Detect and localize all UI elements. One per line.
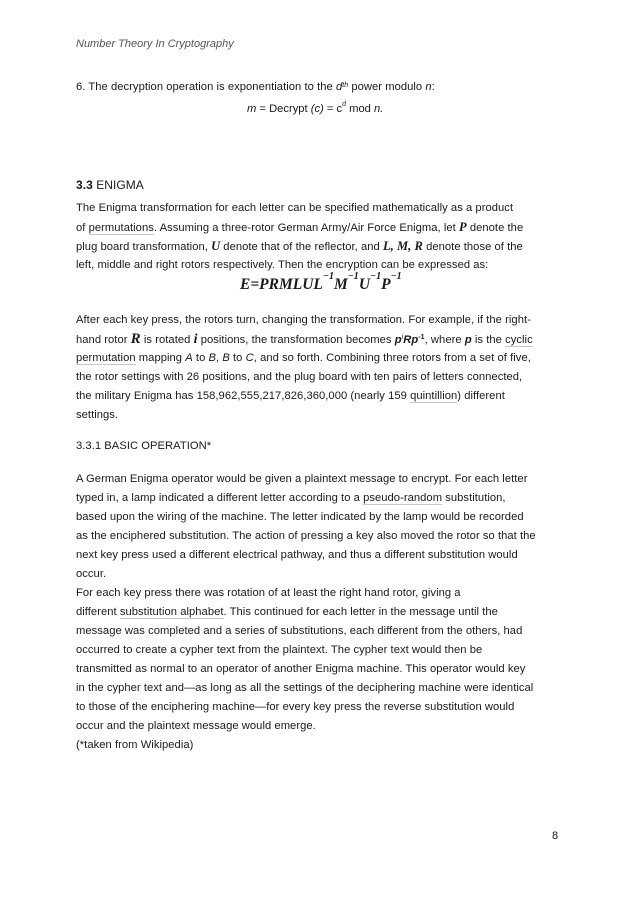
p3-line-1: A German Enigma operator would be given a plaintext message to encrypt. For each letter xyxy=(76,473,528,485)
p3-line-5: next key press used a different electrical pathway, and thus a different substitution would xyxy=(76,549,518,561)
p1-line-3: plug board transformation, U denote that of the reflector, and L, M, R denote those of the xyxy=(76,239,523,253)
p2-line-1: After each key press, the rotors turn, changing the transformation. For example, if the right- xyxy=(76,314,531,326)
p1-line-4: left, middle and right rotors respectively. Then the encryption can be expressed as: xyxy=(76,259,489,271)
p2-line-4: the rotor settings with 26 positions, and the plug board with ten pairs of letters connected, xyxy=(76,371,523,383)
link-permutations[interactable]: permutations xyxy=(88,222,154,234)
section-heading: 3.3 ENIGMA xyxy=(76,178,144,192)
encryption-formula: $E=PRMLUL^{-1}M^{-1}U^{-1}P^{-1}$ xyxy=(240,271,402,293)
p2-line-3: permutation mapping A to B, B to C, and so forth. Combining three rotors from a set of five, xyxy=(76,352,531,364)
p3-line-7: For each key press there was rotation of at least the right hand rotor, giving a xyxy=(76,587,461,599)
step-6-line: 6. The decryption operation is exponentiation to the $d^{th}$ power modulo n: xyxy=(76,81,435,93)
p3-line-11: transmitted as normal to an operator of another Enigma machine. This operator would key xyxy=(76,663,526,675)
p1-line-2: of permutations. Assuming a three-rotor German Army/Air Force Enigma, let P denote the xyxy=(76,220,524,234)
p3-line-4: as the enciphered substitution. The action of pressing a key also moved the rotor so that the xyxy=(76,530,536,542)
link-quintillion[interactable]: quintillion xyxy=(410,390,458,402)
p3-line-6: occur. xyxy=(76,568,107,580)
p3-line-14: occur and the plaintext message would emerge. xyxy=(76,720,316,732)
p2-line-2: hand rotor R is rotated i positions, the transformation becomes $p^iRp^{-1}$, where p is the cyclic xyxy=(76,331,533,347)
p3-line-10: occurred to create a cypher text from the plaintext. The cypher text would then be xyxy=(76,644,483,656)
p3-line-12: in the cypher text and—as long as all the settings of the deciphering machine were identical xyxy=(76,682,534,694)
link-permutation[interactable]: permutation xyxy=(76,352,136,364)
p2-line-5: the military Enigma has 158,962,555,217,826,360,000 (nearly 159 quintillion) different xyxy=(76,390,505,402)
p3-line-9: message was completed and a series of substitutions, each different from the others, had xyxy=(76,625,523,637)
running-header: Number Theory In Cryptography xyxy=(76,38,234,50)
p1-line-1: The Enigma transformation for each letter can be specified mathematically as a product xyxy=(76,202,514,214)
link-pseudo-random[interactable]: pseudo-random xyxy=(363,492,443,504)
p3-line-13: to those of the enciphering machine—for every key press the reverse substitution would xyxy=(76,701,515,713)
page-number: 8 xyxy=(552,830,559,842)
p3-line-2: typed in, a lamp indicated a different letter according to a pseudo-random substitution, xyxy=(76,492,506,504)
decrypt-equation: m = Decrypt $(c) = c^d$ mod n. xyxy=(247,101,384,115)
p3-line-8: different substitution alphabet. This continued for each letter in the message until the xyxy=(76,606,498,618)
p3-line-3: based upon the wiring of the machine. The letter indicated by the lamp would be recorded xyxy=(76,511,524,523)
source-note: (*taken from Wikipedia) xyxy=(76,739,194,751)
link-cyclic[interactable]: cyclic xyxy=(505,334,533,346)
subsection-heading: 3.3.1 BASIC OPERATION* xyxy=(76,440,212,452)
link-substitution-alphabet[interactable]: substitution alphabet xyxy=(119,606,224,618)
p2-line-6: settings. xyxy=(76,409,119,421)
